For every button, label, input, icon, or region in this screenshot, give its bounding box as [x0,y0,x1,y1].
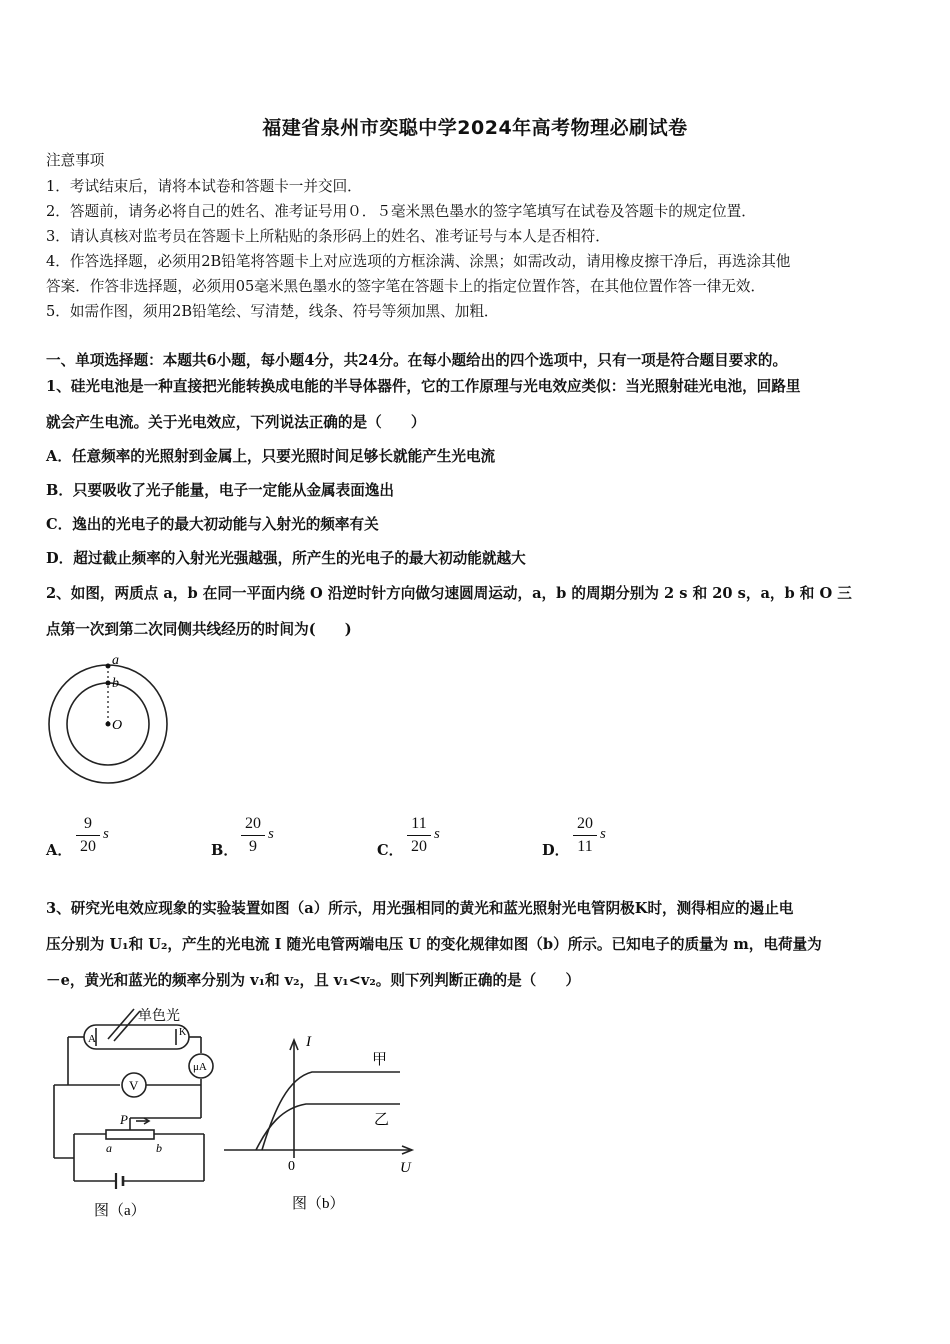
notice-item: 4．作答选择题，必须用2B铅笔将答题卡上对应选项的方框涂满、涂黑；如需改动，请用橡皮擦干净后，再选涂其他 [46,253,791,270]
question-2-option-d-label: D． [542,842,570,859]
light-label: 单色光 [138,1009,180,1024]
notice-heading: 注意事项 [46,152,105,169]
curve-jia [262,1072,400,1150]
point-a [106,664,111,669]
notice-item: 1．考试结束后，请将本试卷和答题卡一并交回． [46,178,362,195]
curve-yi-label: 乙 [374,1112,390,1128]
rheostat [106,1130,154,1139]
question-2-option-d-fraction [573,814,597,857]
notice-item: 答案．作答非选择题，必须用05毫米黑色墨水的签字笔在答题卡上的指定位置作答，在其他位置作答一律无效． [46,278,766,295]
tube-k-label: K [179,1027,187,1038]
ammeter-label: μA [193,1061,207,1073]
notice-item: 3．请认真核对监考员在答题卡上所粘贴的条形码上的姓名、准考证号与本人是否相符． [46,228,610,245]
phototube [84,1025,189,1049]
tube-a-label: A [88,1033,96,1045]
end-a-label: a [106,1141,112,1155]
question-2-option-c-label: C． [377,842,404,859]
question-2-option-a-label: A． [46,842,72,859]
question-2-option-b-fraction [241,814,265,857]
section-heading: 一、单项选择题：本题共6小题，每小题4分，共24分。在每小题给出的四个选项中，只有一项是符合题目要求的。 [46,352,788,369]
unit: s [103,826,109,842]
y-axis-label: I [306,1034,311,1050]
denominator: 11 [577,838,593,855]
notice-item: 5．如需作图，须用2B铅笔绘、写清楚，线条、符号等须加黑、加粗． [46,303,499,320]
denominator: 20 [80,838,96,855]
question-1-text: 1、硅光电池是一种直接把光能转换成电能的半导体器件，它的工作原理与光电效应类似：当光照射硅光电池，回路里 [46,378,801,395]
question-3-text: 3、研究光电效应现象的实验装置如图（a）所示，用光强相同的黄光和蓝光照射光电管阴极K时，测得相应的遏止电 [46,900,794,917]
question-3-text: 压分别为 U₁和 U₂，产生的光电流 I 随光电管两端电压 U 的变化规律如图（b）所示。已知电子的质量为 m，电荷量为 [46,936,822,953]
numerator: 11 [411,815,427,832]
curve-jia-label: 甲 [372,1052,388,1068]
label-o: O [112,718,123,733]
slider-label: P [120,1112,128,1127]
numerator: 20 [245,815,261,832]
question-2-option-a-fraction [76,814,100,857]
question-2-option-b-label: B． [211,842,238,859]
numerator: 20 [577,815,593,832]
unit: s [434,826,440,842]
figure-a-caption: 图（a） [94,1203,146,1219]
figure-b-caption: 图（b） [292,1196,345,1212]
question-3-text: －e，黄光和蓝光的频率分别为 v₁和 v₂，且 v₁<v₂。则下列判断正确的是（ ） [46,972,581,989]
question-2-text: 点第一次到第二次同侧共线经历的时间为( ) [46,621,352,638]
unit: s [268,826,274,842]
point-b [106,681,111,686]
page-title: 福建省泉州市奕聪中学2024年高考物理必刷试卷 [262,117,688,139]
numerator: 9 [84,815,92,832]
iu-graph [222,1030,422,1225]
label-a: a [112,653,119,668]
label-b: b [112,676,119,691]
question-1-option-b: B．只要吸收了光子能量，电子一定能从金属表面逸出 [46,482,394,499]
circuit-figure [44,1003,224,1228]
question-1-option-a: A．任意频率的光照射到金属上，只要光照时间足够长就能产生光电流 [46,448,496,465]
orbit-figure [44,652,174,792]
question-1-text: 就会产生电流。关于光电效应，下列说法正确的是（ ） [46,414,426,431]
question-2-option-c-fraction [407,814,431,857]
question-2-text: 2、如图，两质点 a，b 在同一平面内绕 O 沿逆时针方向做匀速圆周运动，a，b 的周期分别为 2 s 和 20 s，a，b 和 O 三 [46,585,852,602]
notice-item: 2．答题前，请务必将自己的姓名、准考证号用０．５毫米黑色墨水的签字笔填写在试卷及答题卡的规定位置． [46,203,756,220]
origin-label: 0 [288,1159,295,1174]
end-b-label: b [156,1141,162,1155]
point-o [106,722,111,727]
denominator: 9 [249,838,257,855]
denominator: 20 [411,838,427,855]
question-1-option-d: D．超过截止频率的入射光光强越强，所产生的光电子的最大初动能就越大 [46,550,526,567]
voltmeter-label: V [129,1078,139,1093]
x-axis-label: U [400,1160,411,1176]
question-1-option-c: C．逸出的光电子的最大初动能与入射光的频率有关 [46,516,379,533]
unit: s [600,826,606,842]
